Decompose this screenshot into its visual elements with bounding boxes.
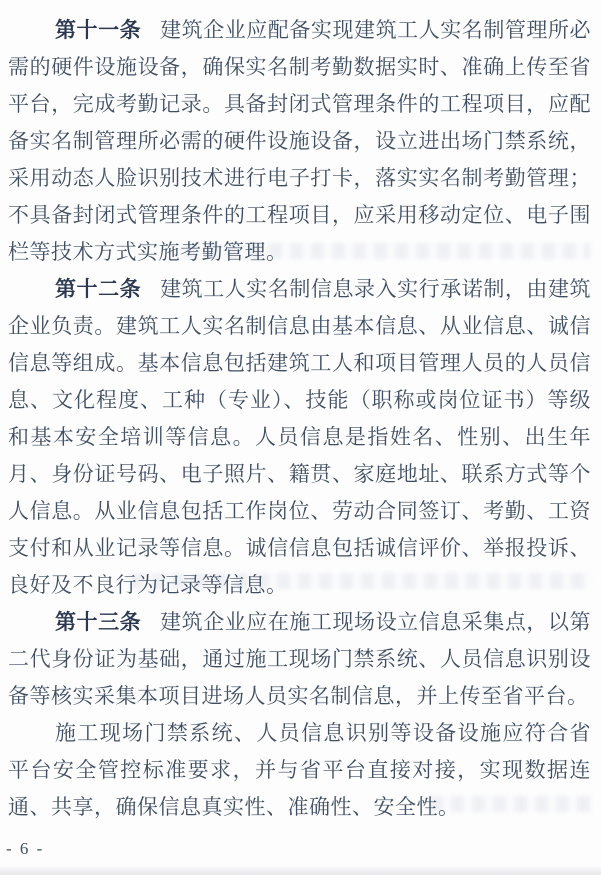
- article-12-body-text: 建筑工人实名制信息录入实行承诺制，由建筑企业负责。建筑工人实名制信息由基本信息、从业信息、诚信信息等组成。基本信息包括建筑工人和项目管理人员的人员信息、文化程度、工种（专业）、技能（职称或岗位证书）等级和基本安全培训等信息。人员信息是指姓名、性别、出生年月、身份证号码、电子照片、籍贯、家庭地址、联系方式等个人信息。从业信息包括工作岗位、劳动合同签订、考勤、工资支付和从业记录等信息。诚信信息包括诚信评价、举报投诉、良好及不良行为记录等信息。: [8, 277, 592, 597]
- article-12-number-heading: 第十二条: [55, 277, 142, 301]
- article-13-continuation-body-text: 施工现场门禁系统、人员信息识别等设备设施应符合省平台安全管控标准要求，并与省平台直接对接，实现数据连通、共享，确保信息真实性、准确性、安全性。: [8, 721, 591, 819]
- paragraph-article-12: [8, 271, 591, 604]
- paragraph-article-13-continuation: [8, 715, 591, 826]
- paragraph-article-11: [8, 12, 591, 271]
- article-13-body-text: 建筑企业应在施工现场设立信息采集点，以第二代身份证为基础，通过施工现场门禁系统、人员信息识别设备等核实采集本项目进场人员实名制信息，并上传至省平台。: [8, 610, 592, 708]
- paragraph-article-13: [8, 604, 591, 715]
- article-11-number-heading: 第十一条: [55, 18, 142, 42]
- scan-edge-shadow: [0, 867, 601, 875]
- article-13-number-heading: 第十三条: [55, 610, 142, 634]
- article-11-body-text: 建筑企业应配备实现建筑工人实名制管理所必需的硬件设施设备，确保实名制考勤数据实时、准确上传至省平台，完成考勤记录。具备封闭式管理条件的工程项目，应配备实名制管理所必需的硬件设施设备，设立进出场门禁系统，采用动态人脸识别技术进行电子打卡，落实实名制考勤管理；不具备封闭式管理条件的工程项目，应采用移动定位、电子围栏等技术方式实施考勤管理。: [8, 18, 592, 264]
- page-number: - 6 -: [6, 839, 45, 858]
- document-text-block: [8, 12, 591, 826]
